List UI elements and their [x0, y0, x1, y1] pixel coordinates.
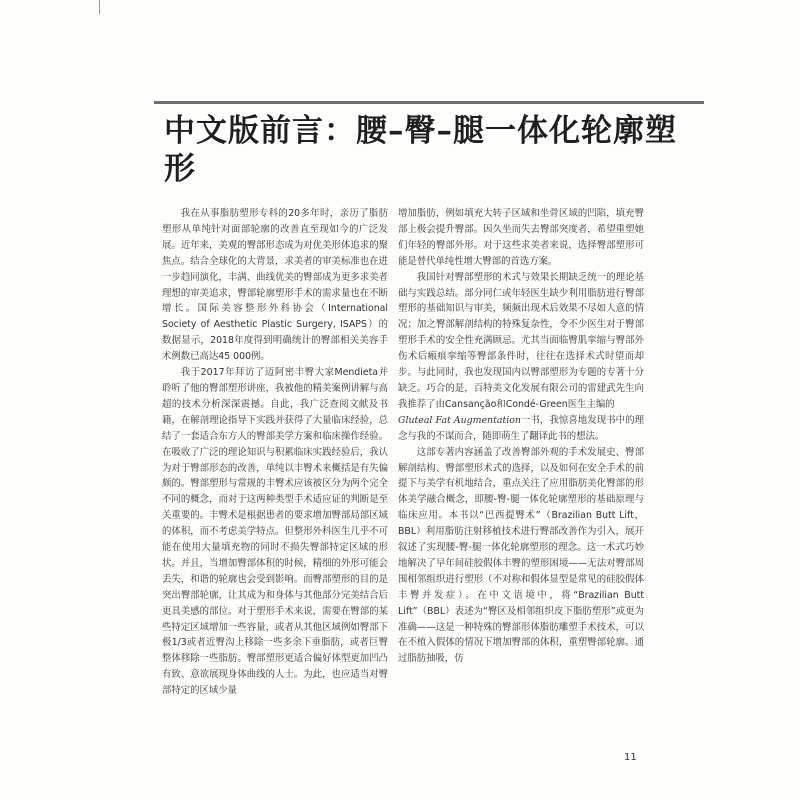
header-rule	[154, 101, 704, 104]
paragraph-with-book-title	[398, 413, 644, 445]
left-column	[162, 206, 388, 699]
chapter-title: 中文版前言：腰–臀–腿一体化轮廓塑形	[164, 113, 677, 187]
paragraph: 我国针对臀部塑形的术式与效果长期缺乏统一的理论基础与实践总结。部分同仁或年轻医生缺少利用脂肪进行臀部塑形的基础知识与审美，频频出现术后效果不尽如人意的情况；加之臀部解剖结构的特殊复杂性，令不少医生对于臀部塑形手术的安全性充满顾忌。尤其当面临臀肌挛缩与臀部外伤术后瘢痕挛缩等臀部条件时，往往在选择术式时望而却步。与此同时，我也发现国内以臀部塑形为专题的专著十分缺乏。巧合的是，百特美文化发展有限公司的雷建武先生向我推荐了由Cansanção和Condé-Green医生主编的	[398, 271, 644, 410]
paragraph-continuation: 一书，我惊喜地发现书中的理念与我的不谋而合，随即萌生了翻译此书的想法。	[398, 414, 644, 442]
paragraph: 我在从事脂肪塑形专科的20多年时，亲历了脂肪塑形从单纯针对面部轮廓的改善直至现如今的广泛发展。近年来，美观的臀部形态成为对优美形体追求的聚焦点。结合全球化的大背景，求美者的审美标准也在进一步趋同演化，丰满、曲线优美的臀部成为更多求美者理想的审美追求，臀部轮廓塑形手术的需求量也在不断增长。国际美容整形外科协会（International Society of Aesthetic Plastic Surgery, ISAPS）的数据显示，2018年度得到明确统计的臀部相关美容手术例数已高达45 000例。	[162, 208, 388, 363]
page-number: 11	[624, 752, 637, 763]
right-column	[398, 206, 644, 667]
paragraph: 我于2017年拜访了迈阿密丰臀大家Mendieta并聆听了他的臀部塑形讲座，我被他的精美案例讲解与高超的技术分析深深震撼。自此，我广泛查阅文献及书籍，在解剖理论指导下实践并获得了大量临床经验，总结了一套适合东方人的臀部美学方案和临床操作经验。在吸收了广泛的理论知识与积累临床实践经验后，我认为对于臀部形态的改善，单纯以丰臀术来概括是有失偏颇的。臀部塑形与常规的丰臀术应该被区分为两个完全不同的概念，而对于这两种类型手术适应证的判断是至关重要的。丰臀术是根据患者的要求增加臀部局部区域的体积，而不考虑美学特点。但整形外科医生几乎不可能在使用大量填充物的同时不损失臀部特定区域的形状。并且，当增加臀部体积的时候，精细的外形可能会丢失，和谐的轮廓也会受到影响。而臀部塑形的目的是突出臀部轮廓，让其成为和身体与其他部分完美结合后更具美感的部位。对于塑形手术来说，需要在臀部的某些特定区域增加一些容量，或者从其他区域例如臀部下极1/3或者近臀沟上移除一些多余下垂脂肪，或者巨臀整体移除一些脂肪。臀部塑形更适合偏好体型更加凹凸有致、意欲展现身体曲线的人士。为此，也应适当对臀部特定的区域少量	[162, 367, 388, 697]
crop-mark	[99, 0, 100, 14]
paragraph: 增加脂肪，例如填充大转子区域和坐骨区域的凹陷，填充臀部上极会提升臀部。因久坐而失去臀部突度者，希望重塑她们年轻的臀部外形。对于这些求美者来说，选择臀部塑形可能是替代单纯性增大臀部的首选方案。	[398, 208, 644, 267]
book-title: Gluteal Fat Augmentation	[398, 414, 521, 426]
paragraph: 这部专著内容涵盖了改善臀部外观的手术发展史、臀部解剖结构、臀部塑形术式的选择，以及如何在安全手术的前提下与美学有机地结合，重点关注了应用脂肪美化臀部的形体美学融合概念，即腰-臀-腿一体化轮廓塑形的基础原理与临床应用。本书以“巴西提臀术”（Brazilian Butt Lift，BBL）利用脂肪注射移植技术进行臀部改善作为引入，展开叙述了实现腰-臀-腿一体化轮廓塑形的理念。这一术式巧妙地解决了早年间硅胶假体丰臀的塑形困境——无法对臀部周围相邻组织进行塑形（不对称和假体显型是常见的硅胶假体丰臀并发症）。在中文语境中，将“Brazilian Butt Lift”（BBL）表述为“臀区及相邻组织皮下脂肪塑形”或更为准确——这是一种特殊的臀部形体脂肪雕塑手术技术，可以在不植入假体的情况下增加臀部的体积，重塑臀部轮廓。通过脂肪抽吸，仿	[398, 446, 644, 665]
